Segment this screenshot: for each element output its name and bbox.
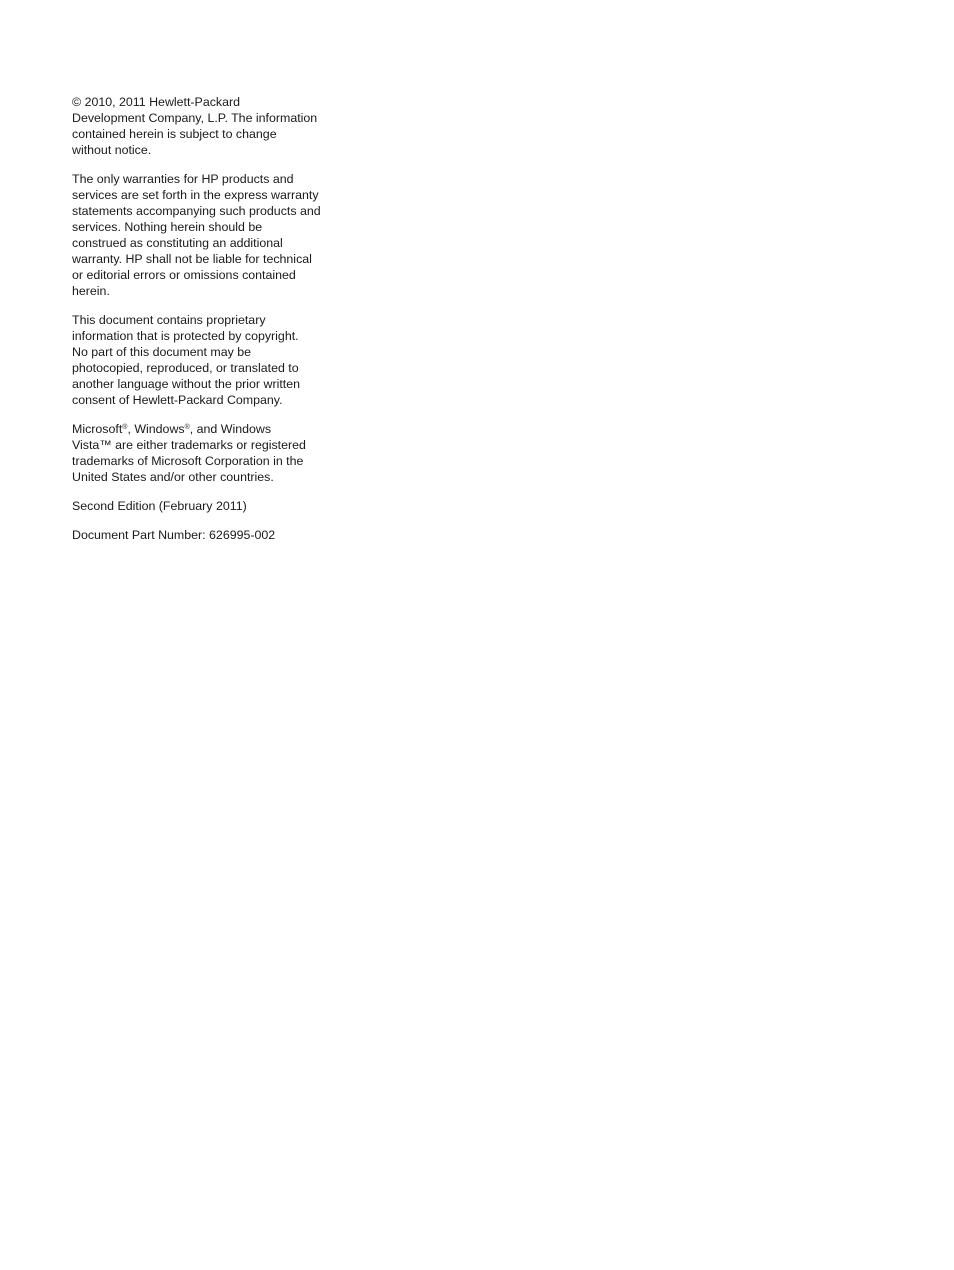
warranty-line: statements accompanying such products and [72, 204, 321, 218]
copyright-line: without notice. [72, 143, 152, 157]
warranty-line: herein. [72, 284, 110, 298]
copyright-line: © 2010, 2011 Hewlett-Packard [72, 95, 241, 109]
edition-text: Second Edition (February 2011) [72, 499, 247, 513]
proprietary-line: No part of this document may be [72, 345, 252, 359]
and-windows-text: , and Windows [189, 422, 272, 436]
warranty-line: services. Nothing herein should be [72, 220, 263, 234]
copyright-line: Development Company, L.P. The information [72, 111, 318, 125]
proprietary-line: another language without the prior written [72, 377, 300, 391]
proprietary-paragraph [72, 312, 328, 408]
proprietary-line: information that is protected by copyright. [72, 329, 299, 343]
proprietary-line: consent of Hewlett-Packard Company. [72, 393, 283, 407]
registered-mark: ® [184, 424, 190, 431]
proprietary-line: photocopied, reproduced, or translated to [72, 361, 299, 375]
warranty-line: or editorial errors or omissions contained [72, 268, 296, 282]
warranty-line: warranty. HP shall not be liable for technical [72, 252, 312, 266]
proprietary-line: This document contains proprietary [72, 313, 266, 327]
copyright-paragraph [72, 94, 328, 158]
copyright-line: contained herein is subject to change [72, 127, 277, 141]
microsoft-text: Microsoft [72, 422, 123, 436]
warranty-paragraph [72, 171, 328, 299]
warranty-line: construed as constituting an additional [72, 236, 283, 250]
warranty-line: The only warranties for HP products and [72, 172, 294, 186]
trademarks-paragraph [72, 421, 328, 485]
part-number-text: Document Part Number: 626995-002 [72, 528, 276, 542]
trademarks-first-line [72, 421, 328, 437]
legal-notice-column [72, 94, 328, 556]
registered-mark: ® [122, 424, 128, 431]
trademarks-line: Vista™ are either trademarks or registered [72, 438, 306, 452]
trademarks-line: United States and/or other countries. [72, 470, 274, 484]
trademarks-line: trademarks of Microsoft Corporation in the [72, 454, 304, 468]
windows-text: , Windows [127, 422, 185, 436]
warranty-line: services are set forth in the express warranty [72, 188, 319, 202]
